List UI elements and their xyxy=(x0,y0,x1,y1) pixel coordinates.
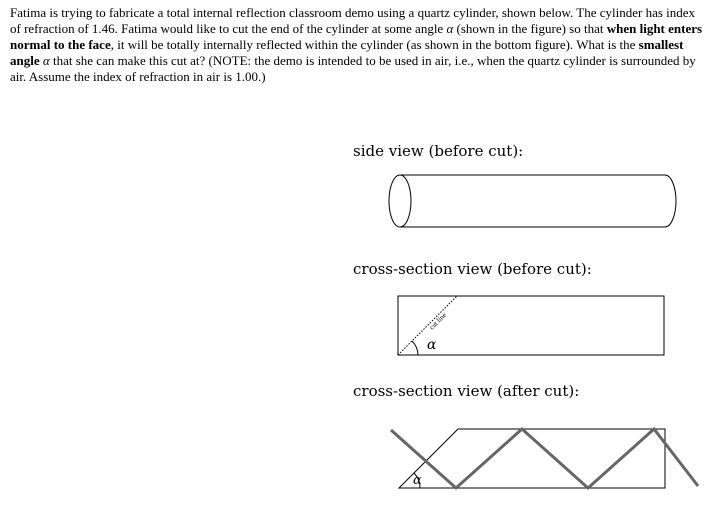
cross-section-after xyxy=(391,429,698,488)
cross-section-after-caption: cross-section view (after cut): xyxy=(353,382,580,400)
problem-text-4: that she can make this cut at? (NOTE: the demo is intended to be used in air, i.e., when the quartz cylinder is surrounded by air. Assume the index of refraction in air is 1.00.) xyxy=(10,53,696,84)
alpha-arc-before xyxy=(412,341,418,355)
side-view-caption: side view (before cut): xyxy=(353,142,524,160)
alpha-label-before: α xyxy=(427,337,437,353)
bold-normal-entry: when light enters normal to the face xyxy=(10,21,703,52)
problem-text-2: (shown in the figure) so that xyxy=(453,21,607,36)
cross-section-before xyxy=(398,296,664,355)
alpha-label-after: α xyxy=(413,473,422,488)
light-ray-path xyxy=(391,429,698,488)
alpha-symbol-2: α xyxy=(42,53,50,68)
bold-smallest-angle: smallest angle xyxy=(10,37,684,68)
problem-text-1: Fatima is trying to fabricate a total internal reflection classroom demo using a quartz cylinder, shown below. The cylinder has index of refraction of 1.46. Fatima would like to cut the end of the cylinder at some angle xyxy=(10,5,696,36)
problem-text-3: , it will be totally internally reflected within the cylinder (as shown in the bottom figure). What is the xyxy=(110,37,639,52)
side-view-cylinder xyxy=(389,175,676,227)
cylinder-end-ellipse xyxy=(389,175,411,227)
cross-section-before-caption: cross-section view (before cut): xyxy=(353,260,592,278)
alpha-symbol: α xyxy=(446,21,454,36)
cylinder-far-end xyxy=(665,175,676,227)
cut-line-label: cut line xyxy=(427,311,449,332)
